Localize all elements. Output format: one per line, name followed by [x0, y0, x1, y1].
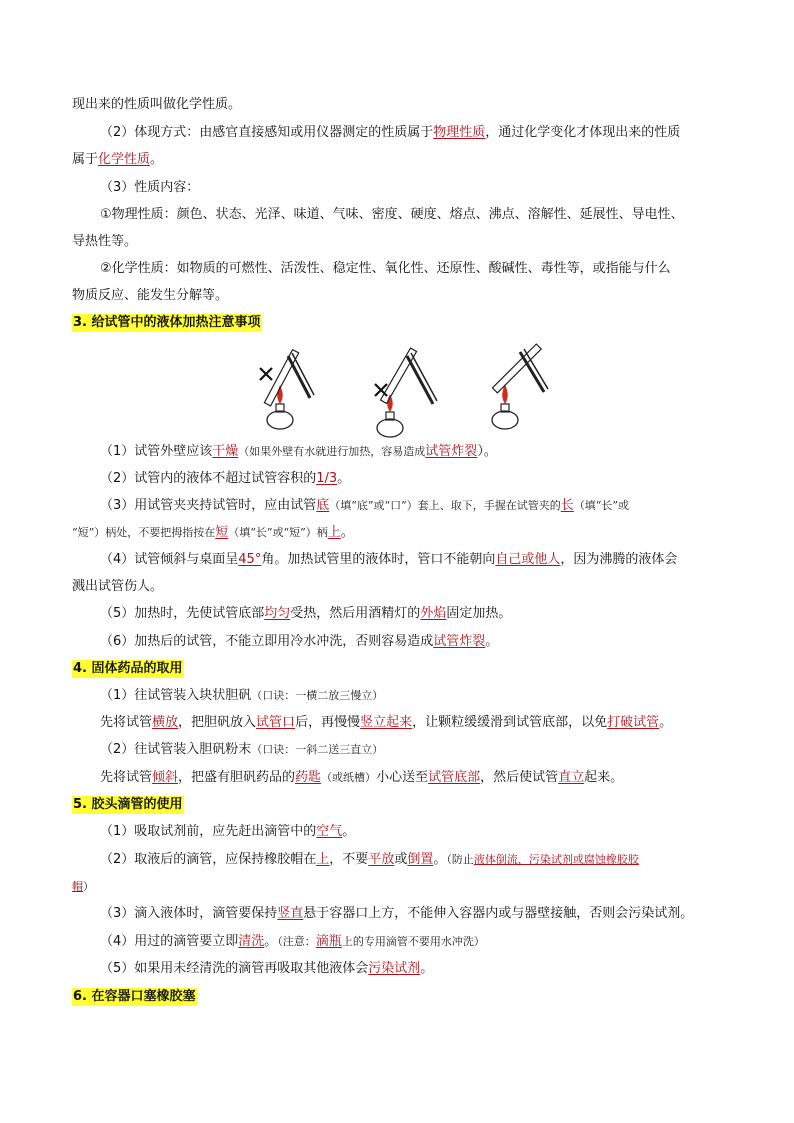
list-item: （2）往试管装入胆矾粉末（口诀：一斜二送三直立）: [100, 742, 384, 757]
paragraph: 导热性等。: [72, 234, 138, 249]
list-item: 先将试管横放，把胆矾放入试管口后，再慢慢竖立起来，让颗粒缓缓滑到试管底部，以免打破试管。: [100, 715, 673, 730]
list-item: （4）用过的滴管要立即清洗。（注意：滴瓶上的专用滴管不要用水冲洗）: [100, 934, 485, 949]
heating-figure: [240, 338, 560, 438]
list-item: 帽）: [72, 880, 94, 893]
list-item: （1）吸取试剂前，应先赶出滴管中的空气。: [100, 824, 356, 839]
list-item: 先将试管倾斜，把盛有胆矾药品的药匙（或纸槽）小心送至试管底部，然后使试管直立起来。: [100, 770, 624, 785]
list-item: （5）加热时，先使试管底部均匀受热，然后用酒精灯的外焰固定加热。: [100, 606, 512, 621]
paragraph: 属于化学性质。: [72, 152, 164, 167]
list-item: （4）试管倾斜与桌面呈45°角。加热试管里的液体时，管口不能朝向自己或他人，因为沸腾的液体会: [100, 552, 678, 567]
section-heading: 3. 给试管中的液体加热注意事项: [73, 315, 261, 330]
paragraph: ①物理性质：颜色、状态、光泽、味道、气味、密度、硬度、熔点、沸点、溶解性、延展性、导电性、: [100, 207, 684, 222]
paragraph: 现出来的性质叫做化学性质。: [72, 97, 242, 112]
list-item: （1）试管外壁应该干燥（如果外壁有水就进行加热，容易造成试管炸裂）。: [100, 444, 497, 459]
list-item: （1）往试管装入块状胆矾（口诀：一横二放三慢立）: [100, 688, 384, 703]
paragraph: （3）性质内容：: [100, 180, 200, 195]
section-heading: 6. 在容器口塞橡胶塞: [73, 989, 196, 1004]
list-item: （6）加热后的试管，不能立即用冷水冲洗，否则容易造成试管炸裂。: [100, 634, 499, 649]
section-heading: 4. 固体药品的取用: [73, 661, 183, 676]
list-item: （3）用试管夹夹持试管时，应由试管底（填“底”或“口”）套上、取下，手握在试管夹的长（填“长”或: [100, 498, 630, 513]
list-item: （2）试管内的液体不超过试管容积的1/3。: [100, 471, 351, 486]
paragraph: （2）体现方式：由感官直接感知或用仪器测定的性质属于物理性质，通过化学变化才体现出来的性质: [100, 125, 681, 140]
list-item: 溅出试管伤人。: [72, 579, 164, 594]
paragraph: ②化学性质：如物质的可燃性、活泼性、稳定性、氧化性、还原性、酸碱性、毒性等，或指能与什么: [100, 261, 671, 276]
list-item: （2）取液后的滴管，应保持橡胶帽在上，不要平放或倒置。（防止液体倒流，污染试剂或腐蚀橡胶胶: [100, 852, 639, 867]
test-tube-heating-wrong-icon: [375, 348, 437, 437]
section-heading: 5. 胶头滴管的使用: [73, 797, 183, 812]
paragraph: 物质反应、能发生分解等。: [72, 288, 229, 303]
list-item: （5）如果用未经清洗的滴管再吸取其他液体会污染试剂。: [100, 961, 434, 976]
test-tube-heating-wrong-icon: [260, 350, 314, 429]
list-item: “短”）柄处，不要把拇指按在短（填“长”或“短”）柄上。: [72, 525, 354, 540]
test-tube-heating-correct-icon: [492, 344, 548, 429]
list-item: （3）滴入液体时，滴管要保持竖直悬于容器口上方，不能伸入容器内或与器壁接触，否则会污染试剂。: [100, 906, 694, 921]
